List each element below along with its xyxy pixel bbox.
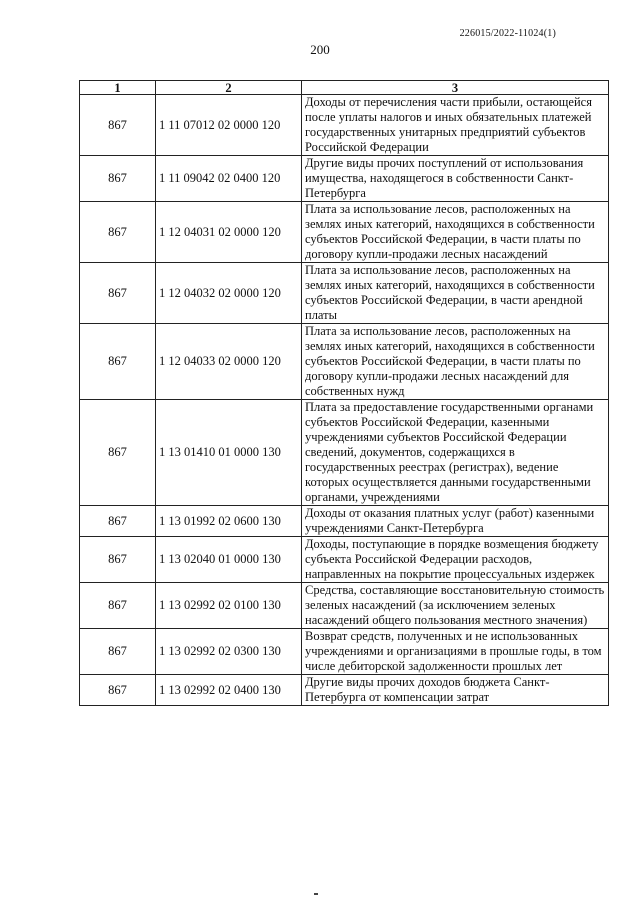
- table-row: [80, 583, 609, 629]
- budget-code: 1 13 01992 02 0600 130: [156, 506, 302, 537]
- revenue-description: Плата за использование лесов, расположенных на землях иных категорий, находящихся в собственности субъектов Российской Федерации, в части платы по договору купли-продажи лесных насаждений для собственных нужд: [302, 324, 609, 400]
- revenue-description: Плата за использование лесов, расположенных на землях иных категорий, находящихся в собственности субъектов Российской Федерации, в части арендной платы: [302, 263, 609, 324]
- column-header-3: 3: [302, 81, 609, 95]
- admin-code: 867: [80, 95, 156, 156]
- revenue-description: Доходы от оказания платных услуг (работ) казенными учреждениями Санкт-Петербурга: [302, 506, 609, 537]
- table-row: [80, 537, 609, 583]
- revenue-description: Другие виды прочих доходов бюджета Санкт-Петербурга от компенсации затрат: [302, 675, 609, 706]
- budget-code: 1 11 07012 02 0000 120: [156, 95, 302, 156]
- page-number: 200: [310, 42, 330, 57]
- budget-code: 1 13 02992 02 0300 130: [156, 629, 302, 675]
- admin-code: 867: [80, 537, 156, 583]
- budget-code: 1 12 04033 02 0000 120: [156, 324, 302, 400]
- table-row: [80, 95, 609, 156]
- admin-code: 867: [80, 400, 156, 506]
- document-id: 226015/2022-11024(1): [459, 28, 556, 39]
- admin-code: 867: [80, 263, 156, 324]
- budget-code: 1 11 09042 02 0400 120: [156, 156, 302, 202]
- scan-mark: [314, 893, 318, 895]
- budget-code: 1 12 04032 02 0000 120: [156, 263, 302, 324]
- admin-code: 867: [80, 675, 156, 706]
- admin-code: 867: [80, 629, 156, 675]
- table-row: [80, 202, 609, 263]
- revenue-description: Плата за использование лесов, расположенных на землях иных категорий, находящихся в собственности субъектов Российской Федерации, в части платы по договору купли-продажи лесных насаждений: [302, 202, 609, 263]
- admin-code: 867: [80, 202, 156, 263]
- budget-code: 1 13 02040 01 0000 130: [156, 537, 302, 583]
- column-header-2: 2: [156, 81, 302, 95]
- revenue-description: Другие виды прочих поступлений от использования имущества, находящегося в собственности Санкт-Петербурга: [302, 156, 609, 202]
- table-header-row: [80, 81, 609, 95]
- admin-code: 867: [80, 506, 156, 537]
- budget-code: 1 13 02992 02 0100 130: [156, 583, 302, 629]
- revenue-description: Плата за предоставление государственными органами субъектов Российской Федерации, казенными учреждениями субъектов Российской Федерации сведений, документов, содержащихся в государственных реестрах (регистрах), ведение которых осуществляется данными государственными органами, учреждениями: [302, 400, 609, 506]
- table-row: [80, 263, 609, 324]
- revenue-description: Доходы от перечисления части прибыли, остающейся после уплаты налогов и иных обязательных платежей государственных унитарных предприятий субъектов Российской Федерации: [302, 95, 609, 156]
- table-row: [80, 629, 609, 675]
- revenue-codes-table: [79, 80, 609, 706]
- budget-code: 1 13 02992 02 0400 130: [156, 675, 302, 706]
- table-row: [80, 400, 609, 506]
- table-row: [80, 324, 609, 400]
- admin-code: 867: [80, 583, 156, 629]
- admin-code: 867: [80, 156, 156, 202]
- admin-code: 867: [80, 324, 156, 400]
- column-header-1: 1: [80, 81, 156, 95]
- budget-code: 1 12 04031 02 0000 120: [156, 202, 302, 263]
- revenue-description: Доходы, поступающие в порядке возмещения бюджету субъекта Российской Федерации расходов, направленных на покрытие процессуальных издержек: [302, 537, 609, 583]
- table-row: [80, 156, 609, 202]
- revenue-description: Возврат средств, полученных и не использованных учреждениями и организациями в прошлые годы, в том числе дебиторской задолженности прошлых лет: [302, 629, 609, 675]
- budget-code: 1 13 01410 01 0000 130: [156, 400, 302, 506]
- revenue-description: Средства, составляющие восстановительную стоимость зеленых насаждений (за исключением зеленых насаждений общего пользования местного значения): [302, 583, 609, 629]
- table-row: [80, 675, 609, 706]
- table-row: [80, 506, 609, 537]
